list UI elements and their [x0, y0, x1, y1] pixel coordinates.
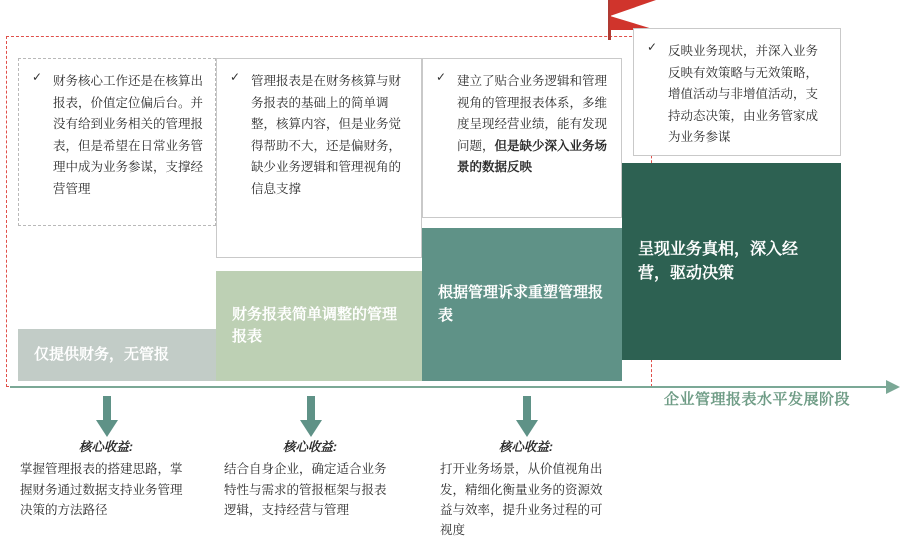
down-arrow-icon-2 [300, 396, 322, 440]
stage-bar-4[interactable] [622, 163, 841, 360]
arrow-shaft [307, 396, 315, 422]
check-icon: ✓ [32, 70, 43, 84]
note-card-2 [216, 58, 422, 258]
check-icon: ✓ [436, 70, 447, 84]
stage-bar-3[interactable] [422, 228, 622, 381]
check-icon: ✓ [230, 70, 241, 84]
arrow-shaft [103, 396, 111, 422]
arrow-shaft [523, 396, 531, 422]
note-text-2: 管理报表是在财务核算与财务报表的基础上的简单调整，核算内容，但是业务觉得帮助不大，还是偏财务，缺少业务逻辑和管理视角的信息支撑 [251, 74, 402, 196]
stage-bar-2-label: 财务报表简单调整的管理报表 [232, 305, 398, 345]
benefit-block-1 [20, 437, 192, 520]
arrow-head [96, 420, 118, 437]
note-card-1 [18, 58, 216, 226]
benefit-block-3 [440, 437, 612, 540]
benefit-title-2: 核心收益: [282, 440, 338, 454]
note-text-1: 财务核心工作还是在核算出报表，价值定位偏后台。并没有给到业务相关的管理报表，但是希望在日常业务管理中成为业务参谋，支撑经营管理 [53, 74, 204, 196]
note-card-3 [422, 58, 622, 218]
arrow-head [300, 420, 322, 437]
stage-bar-1[interactable] [18, 329, 216, 381]
benefit-block-2 [224, 437, 396, 520]
check-icon: ✓ [647, 40, 658, 54]
benefit-title-3: 核心收益: [498, 440, 554, 454]
stage-bar-2[interactable] [216, 271, 422, 381]
flag-cloth [610, 0, 656, 30]
axis-arrow-icon [886, 380, 900, 394]
note-text-3: 建立了贴合业务逻辑和管理视角的管理报表体系，多维度呈现经营业绩，能有发现问题，但是缺少深入业务场景的数据反映 [457, 74, 608, 174]
note-text-4: 反映业务现状，并深入业务反映有效策略与无效策略，增值活动与非增值活动，支持动态决策，由业务管家成为业务参谋 [668, 44, 819, 144]
down-arrow-icon-1 [96, 396, 118, 440]
arrow-head [516, 420, 538, 437]
down-arrow-icon-3 [516, 396, 538, 440]
note-card-4 [633, 28, 841, 156]
stage-bar-3-label: 根据管理诉求重塑管理报表 [438, 284, 604, 324]
benefit-body-3: 打开业务场景，从价值视角出发，精细化衡量业务的资源效益与效率，提升业务过程的可视度 [440, 462, 603, 537]
stage-bar-1-label: 仅提供财务，无管报 [34, 345, 170, 363]
axis-label: 企业管理报表水平发展阶段 [664, 391, 851, 408]
benefit-body-1: 掌握管理报表的搭建思路，掌握财务通过数据支持业务管理决策的方法路径 [20, 462, 183, 517]
stage-bar-4-label: 呈现业务真相，深入经营，驱动决策 [638, 240, 799, 282]
benefit-body-2: 结合自身企业，确定适合业务特性与需求的管报框架与报表逻辑，支持经营与管理 [224, 462, 387, 517]
benefit-title-1: 核心收益: [78, 440, 134, 454]
